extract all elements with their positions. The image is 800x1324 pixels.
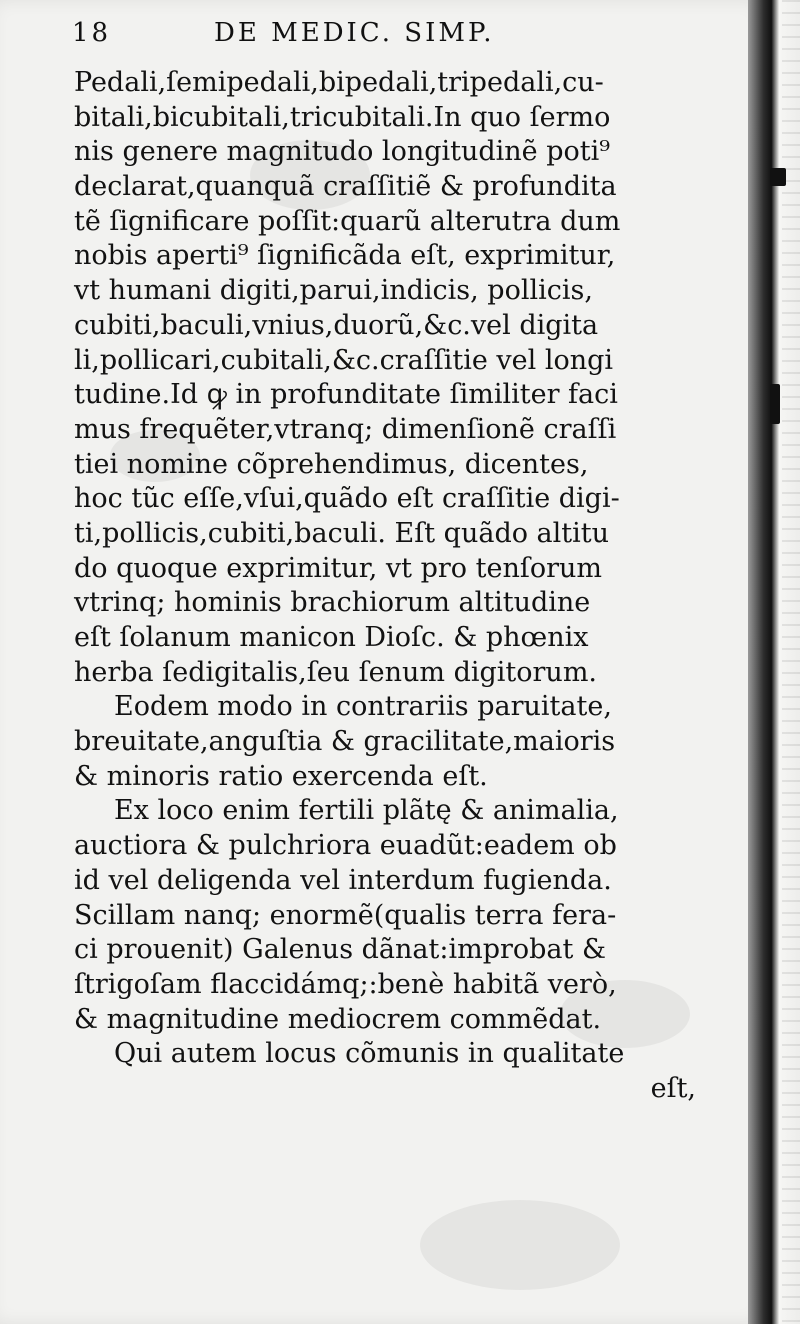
text-line: Eodem modo in contrariis paruitate, xyxy=(114,691,612,723)
text-line: Pedali,ſemipedali,bipedali,tripedali,cu- xyxy=(74,67,604,98)
page-number: 18 xyxy=(72,18,112,48)
text-line: Ex loco enim fertili plãtę & animalia, xyxy=(114,795,619,827)
text-line: tudine.Id ꝙ in profunditate ſimiliter faci xyxy=(74,379,618,411)
catchword: eſt, xyxy=(650,1072,696,1104)
text-line: id vel deligenda vel interdum fugienda. xyxy=(74,864,612,896)
text-line: Qui autem locus cõmunis in qualitate xyxy=(114,1038,625,1070)
body-text xyxy=(74,66,714,1107)
binding-mark xyxy=(770,384,780,424)
text-line: ci prouenit) Galenus dãnat:improbat & xyxy=(74,934,606,966)
text-line: ſtrigoſam flaccidámq;:benè habitã verò, xyxy=(74,968,617,1000)
text-line: declarat,quanquã craſſitiẽ & profundita xyxy=(74,171,617,203)
text-line: do quoque exprimitur, vt pro tenſorum xyxy=(74,552,602,584)
text-line: nis genere magnitudo longitudinẽ poti⁹ xyxy=(74,136,611,168)
text-line: bitali,bicubitali,tricubitali.In quo ſermo xyxy=(74,101,611,133)
page-header xyxy=(72,18,712,58)
text-line: eſt ſolanum manicon Dioſc. & phœnix xyxy=(74,622,589,653)
text-line: & magnitudine mediocrem commẽdat. xyxy=(74,1003,602,1035)
text-line: tiei nomine cõprehendimus, dicentes, xyxy=(74,448,589,480)
text-line: vtrinq; hominis brachiorum altitudine xyxy=(74,587,591,619)
text-line: nobis aperti⁹ ſignificãda eſt, exprimitur, xyxy=(74,240,616,272)
running-head: DE MEDIC. SIMP. xyxy=(214,18,495,48)
text-line: tẽ ſignificare poſſit:quarũ alterutra dum xyxy=(74,205,621,237)
text-line: herba ſedigitalis,ſeu ſenum digitorum. xyxy=(74,656,598,688)
binding-mark xyxy=(770,168,786,186)
paper-stain xyxy=(420,1200,620,1290)
text-line: li,pollicari,cubitali,&c.craſſitie vel longi xyxy=(74,344,614,376)
text-line: vt humani digiti,parui,indicis, pollicis, xyxy=(74,275,593,307)
text-line: auctiora & pulchriora euadũt:eadem ob xyxy=(74,830,617,862)
binding-edge xyxy=(748,0,800,1324)
text-line: cubiti,baculi,vnius,duorũ,&c.vel digita xyxy=(74,309,599,341)
text-line: & minoris ratio exercenda eſt. xyxy=(74,760,488,792)
text-line: ti,pollicis,cubiti,baculi. Eſt quãdo altitu xyxy=(74,517,610,549)
text-line: mus frequẽter,vtranq; dimenſionẽ craſſi xyxy=(74,413,617,445)
text-line: breuitate,anguſtia & gracilitate,maioris xyxy=(74,726,616,758)
text-line: hoc tũc eſſe,vſui,quãdo eſt craſſitie digi- xyxy=(74,483,620,515)
text-line: Scillam nanq; enormẽ(qualis terra fera- xyxy=(74,899,617,931)
